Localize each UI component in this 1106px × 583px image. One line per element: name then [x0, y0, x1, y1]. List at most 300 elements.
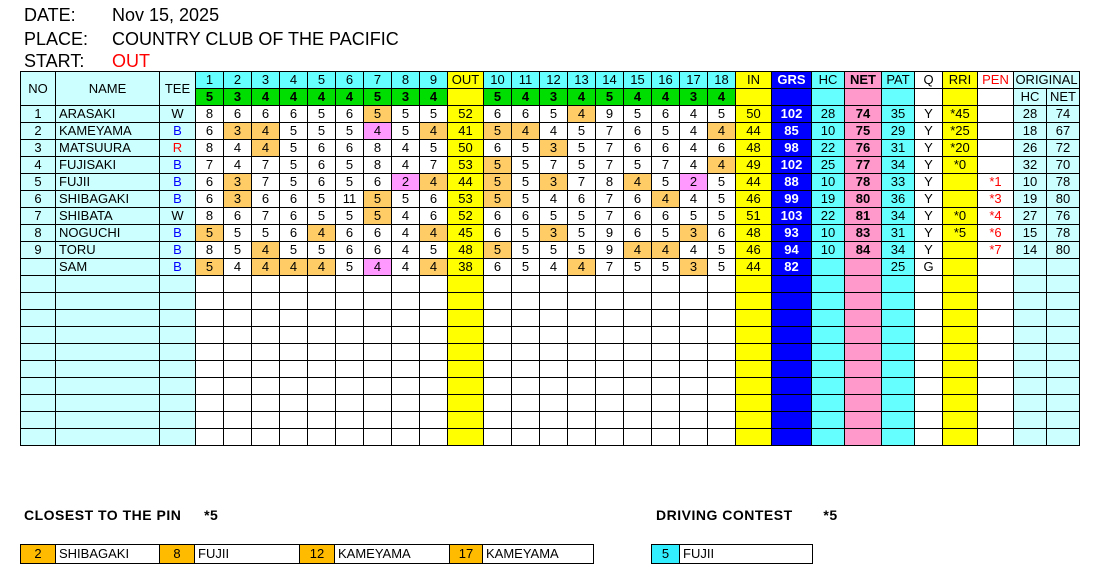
empty-hole	[680, 412, 708, 429]
empty-name	[56, 310, 160, 327]
in-total: 46	[736, 242, 772, 259]
empty-rri	[943, 412, 978, 429]
hole-score: 6	[280, 106, 308, 123]
scorecard-table	[20, 71, 1080, 446]
empty-pen	[978, 395, 1014, 412]
player-tee: W	[160, 208, 196, 225]
hole-score: 4	[252, 242, 280, 259]
empty-hole	[652, 327, 680, 344]
hole-score: 5	[708, 174, 736, 191]
closest-winner: FUJII	[195, 545, 300, 564]
empty-in	[736, 361, 772, 378]
empty-hole	[364, 293, 392, 310]
empty-hole	[540, 395, 568, 412]
hole-score: 7	[252, 208, 280, 225]
hole-score: 7	[652, 157, 680, 174]
empty-hole	[224, 327, 252, 344]
empty-hole	[512, 327, 540, 344]
hole-score: 6	[708, 225, 736, 242]
empty-hole	[252, 310, 280, 327]
out-total: 44	[448, 174, 484, 191]
in-blank	[736, 89, 772, 106]
empty-hole	[708, 276, 736, 293]
empty-hole	[224, 344, 252, 361]
player-name: SHIBATA	[56, 208, 160, 225]
hole-score: 3	[540, 140, 568, 157]
empty-pen	[978, 327, 1014, 344]
empty-hole	[364, 361, 392, 378]
player-no: 3	[21, 140, 56, 157]
col-header-grs: GRS	[772, 72, 812, 89]
empty-tee	[160, 378, 196, 395]
empty-name	[56, 293, 160, 310]
hole-score: 4	[420, 174, 448, 191]
empty-hole	[596, 344, 624, 361]
original-hc: 15	[1014, 225, 1047, 242]
hole-score: 3	[224, 123, 252, 140]
col-header-hole: 16	[652, 72, 680, 89]
hole-score: 6	[484, 106, 512, 123]
hole-score: 5	[308, 242, 336, 259]
hole-score: 5	[540, 106, 568, 123]
empty-rri	[943, 395, 978, 412]
col-header-pat: PAT	[882, 72, 915, 89]
hole-score: 7	[568, 174, 596, 191]
header-row	[21, 72, 1080, 89]
empty-hole	[568, 344, 596, 361]
empty-hole	[280, 293, 308, 310]
hole-score: 3	[540, 174, 568, 191]
hole-score: 4	[680, 157, 708, 174]
empty-hole	[336, 412, 364, 429]
col-header-no: NO	[21, 72, 56, 106]
putts: 33	[882, 174, 915, 191]
empty-hole	[392, 344, 420, 361]
empty-grs	[772, 276, 812, 293]
empty-no	[21, 310, 56, 327]
hole-score: 5	[708, 106, 736, 123]
hole-score: 5	[568, 208, 596, 225]
empty-hole	[540, 344, 568, 361]
empty-out	[448, 412, 484, 429]
empty-orig-net	[1047, 276, 1080, 293]
empty-hc	[812, 429, 845, 446]
empty-hole	[364, 310, 392, 327]
empty-pat	[882, 395, 915, 412]
penalty: *3	[978, 191, 1014, 208]
qualifier: G	[915, 259, 943, 276]
empty-tee	[160, 276, 196, 293]
in-total: 51	[736, 208, 772, 225]
empty-pat	[882, 327, 915, 344]
original-net: 72	[1047, 140, 1080, 157]
empty-hole	[196, 310, 224, 327]
empty-orig-net	[1047, 378, 1080, 395]
empty-out	[448, 276, 484, 293]
empty-tee	[160, 344, 196, 361]
hole-score: 6	[708, 140, 736, 157]
closest-title	[24, 507, 218, 523]
empty-orig-hc	[1014, 293, 1047, 310]
empty-hole	[680, 293, 708, 310]
empty-hole	[512, 412, 540, 429]
hole-score: 4	[392, 157, 420, 174]
empty-net	[845, 378, 882, 395]
empty-in	[736, 395, 772, 412]
empty-hole	[420, 429, 448, 446]
qualifier: Y	[915, 242, 943, 259]
empty-hc	[812, 276, 845, 293]
empty-hole	[252, 378, 280, 395]
empty-rri	[943, 276, 978, 293]
empty-hole	[652, 293, 680, 310]
net-score: 78	[845, 174, 882, 191]
original-net: 67	[1047, 123, 1080, 140]
place-line	[24, 28, 399, 50]
hole-score: 4	[252, 140, 280, 157]
start-value: OUT	[112, 51, 150, 71]
empty-hc	[812, 378, 845, 395]
col-header-hole: 5	[308, 72, 336, 89]
hole-score: 5	[680, 208, 708, 225]
empty-hole	[280, 276, 308, 293]
original-hc: 28	[1014, 106, 1047, 123]
putts: 31	[882, 140, 915, 157]
empty-hole	[280, 395, 308, 412]
empty-hole	[252, 276, 280, 293]
empty-name	[56, 412, 160, 429]
empty-row	[21, 429, 1080, 446]
player-no: 8	[21, 225, 56, 242]
empty-net	[845, 293, 882, 310]
col-header-hole: 6	[336, 72, 364, 89]
empty-hole	[224, 412, 252, 429]
hole-score: 3	[224, 191, 252, 208]
empty-orig-hc	[1014, 344, 1047, 361]
player-tee: W	[160, 106, 196, 123]
hole-score: 6	[512, 208, 540, 225]
empty-row	[21, 378, 1080, 395]
empty-hole	[540, 412, 568, 429]
player-name: FUJII	[56, 174, 160, 191]
driving-mark: *5	[823, 507, 838, 523]
empty-rri	[943, 293, 978, 310]
empty-pat	[882, 429, 915, 446]
hole-score: 4	[624, 174, 652, 191]
net-score: 74	[845, 106, 882, 123]
hole-score: 4	[512, 123, 540, 140]
empty-tee	[160, 310, 196, 327]
hole-score: 7	[596, 157, 624, 174]
hole-score: 5	[196, 259, 224, 276]
empty-hole	[596, 378, 624, 395]
empty-hole	[224, 395, 252, 412]
empty-hole	[308, 327, 336, 344]
player-name: NOGUCHI	[56, 225, 160, 242]
out-total: 52	[448, 208, 484, 225]
col-header-hole: 2	[224, 72, 252, 89]
closest-hole: 12	[300, 545, 335, 564]
gross-score: 85	[772, 123, 812, 140]
empty-hole	[512, 361, 540, 378]
empty-pen	[978, 344, 1014, 361]
hole-score: 5	[512, 157, 540, 174]
empty-orig-net	[1047, 361, 1080, 378]
pat-blank	[882, 89, 915, 106]
empty-hole	[308, 378, 336, 395]
empty-q	[915, 344, 943, 361]
qualifier: Y	[915, 225, 943, 242]
empty-pen	[978, 361, 1014, 378]
hole-score: 4	[224, 259, 252, 276]
penalty	[978, 140, 1014, 157]
empty-hole	[596, 293, 624, 310]
empty-hole	[624, 276, 652, 293]
empty-out	[448, 344, 484, 361]
empty-q	[915, 429, 943, 446]
hole-score: 5	[280, 157, 308, 174]
empty-hole	[568, 276, 596, 293]
hole-score: 9	[596, 225, 624, 242]
penalty	[978, 259, 1014, 276]
empty-pat	[882, 344, 915, 361]
par-cell: 4	[652, 89, 680, 106]
empty-hole	[652, 395, 680, 412]
empty-hole	[624, 327, 652, 344]
rri-value: *20	[943, 140, 978, 157]
empty-rri	[943, 310, 978, 327]
hole-score: 5	[336, 259, 364, 276]
empty-hole	[680, 395, 708, 412]
hole-score: 7	[596, 208, 624, 225]
hole-score: 6	[252, 191, 280, 208]
empty-hole	[596, 412, 624, 429]
rri-value: *0	[943, 157, 978, 174]
par-cell: 4	[420, 89, 448, 106]
empty-hole	[652, 429, 680, 446]
hole-score: 7	[252, 174, 280, 191]
empty-hole	[280, 378, 308, 395]
empty-net	[845, 412, 882, 429]
hole-score: 6	[652, 140, 680, 157]
empty-hc	[812, 293, 845, 310]
hole-score: 7	[196, 157, 224, 174]
hole-score: 4	[364, 259, 392, 276]
hole-score: 8	[364, 157, 392, 174]
player-name: MATSUURA	[56, 140, 160, 157]
player-no: 2	[21, 123, 56, 140]
hole-score: 5	[392, 191, 420, 208]
col-header-name: NAME	[56, 72, 160, 106]
empty-hole	[512, 378, 540, 395]
original-hc: 27	[1014, 208, 1047, 225]
empty-hole	[252, 412, 280, 429]
empty-hole	[364, 276, 392, 293]
empty-hole	[196, 344, 224, 361]
driving-winner: FUJII	[680, 545, 813, 564]
hole-score: 6	[624, 225, 652, 242]
hole-score: 5	[280, 123, 308, 140]
empty-orig-net	[1047, 327, 1080, 344]
empty-hole	[196, 412, 224, 429]
empty-orig-hc	[1014, 310, 1047, 327]
empty-grs	[772, 429, 812, 446]
empty-hole	[336, 276, 364, 293]
col-header-hole: 7	[364, 72, 392, 89]
empty-hole	[252, 395, 280, 412]
hole-score: 5	[364, 106, 392, 123]
empty-hole	[280, 310, 308, 327]
empty-hole	[652, 412, 680, 429]
hole-score: 7	[596, 259, 624, 276]
original-net: 74	[1047, 106, 1080, 123]
par-cell: 4	[624, 89, 652, 106]
empty-hole	[420, 310, 448, 327]
par-cell: 3	[224, 89, 252, 106]
hole-score: 6	[280, 191, 308, 208]
hole-score: 3	[680, 259, 708, 276]
hole-score: 3	[680, 225, 708, 242]
hole-score: 5	[484, 174, 512, 191]
original-hc: 26	[1014, 140, 1047, 157]
col-header-hole: 8	[392, 72, 420, 89]
empty-in	[736, 344, 772, 361]
empty-orig-hc	[1014, 276, 1047, 293]
empty-q	[915, 378, 943, 395]
empty-pat	[882, 276, 915, 293]
empty-hole	[420, 293, 448, 310]
penalty	[978, 157, 1014, 174]
empty-grs	[772, 412, 812, 429]
player-tee: B	[160, 157, 196, 174]
hole-score: 8	[596, 174, 624, 191]
empty-pat	[882, 378, 915, 395]
empty-hole	[708, 344, 736, 361]
empty-orig-net	[1047, 293, 1080, 310]
original-net: 78	[1047, 174, 1080, 191]
empty-in	[736, 412, 772, 429]
hole-score: 6	[336, 242, 364, 259]
par-cell: 4	[568, 89, 596, 106]
in-total: 48	[736, 225, 772, 242]
hole-score: 4	[420, 225, 448, 242]
empty-orig-hc	[1014, 412, 1047, 429]
player-no: 4	[21, 157, 56, 174]
hole-score: 6	[512, 106, 540, 123]
col-header-hole: 17	[680, 72, 708, 89]
net-score: 83	[845, 225, 882, 242]
empty-hole	[224, 378, 252, 395]
hole-score: 6	[364, 242, 392, 259]
empty-no	[21, 412, 56, 429]
net-blank	[845, 89, 882, 106]
col-header-out: OUT	[448, 72, 484, 89]
hole-score: 5	[512, 191, 540, 208]
empty-out	[448, 361, 484, 378]
hole-score: 8	[196, 106, 224, 123]
empty-hole	[196, 327, 224, 344]
empty-row	[21, 293, 1080, 310]
empty-hole	[336, 327, 364, 344]
handicap	[812, 259, 845, 276]
player-row	[21, 174, 1080, 191]
rri-value	[943, 174, 978, 191]
hole-score: 6	[420, 191, 448, 208]
gross-score: 102	[772, 157, 812, 174]
col-header-orig-net: NET	[1047, 89, 1080, 106]
empty-hole	[568, 412, 596, 429]
empty-orig-hc	[1014, 378, 1047, 395]
player-row	[21, 208, 1080, 225]
empty-hole	[484, 276, 512, 293]
empty-hole	[336, 361, 364, 378]
original-hc: 19	[1014, 191, 1047, 208]
hole-score: 5	[652, 259, 680, 276]
hole-score: 5	[484, 191, 512, 208]
col-header-net: NET	[845, 72, 882, 89]
hole-score: 8	[196, 208, 224, 225]
closest-hole: 8	[160, 545, 195, 564]
hole-score: 6	[568, 191, 596, 208]
hole-score: 6	[484, 225, 512, 242]
empty-hole	[680, 344, 708, 361]
empty-pat	[882, 412, 915, 429]
hole-score: 4	[420, 259, 448, 276]
rri-blank	[943, 89, 978, 106]
original-net: 80	[1047, 242, 1080, 259]
empty-hole	[540, 429, 568, 446]
player-tee: B	[160, 225, 196, 242]
player-no: 7	[21, 208, 56, 225]
empty-hole	[224, 310, 252, 327]
hole-score: 4	[392, 242, 420, 259]
empty-hole	[252, 293, 280, 310]
empty-q	[915, 327, 943, 344]
empty-orig-net	[1047, 429, 1080, 446]
hole-score: 5	[652, 225, 680, 242]
hole-score: 5	[568, 242, 596, 259]
empty-hole	[680, 327, 708, 344]
empty-hole	[484, 395, 512, 412]
rri-value: *0	[943, 208, 978, 225]
par-cell: 5	[484, 89, 512, 106]
empty-in	[736, 378, 772, 395]
empty-in	[736, 429, 772, 446]
gross-score: 93	[772, 225, 812, 242]
empty-out	[448, 327, 484, 344]
empty-hole	[484, 344, 512, 361]
col-header-hole: 4	[280, 72, 308, 89]
col-header-tee: TEE	[160, 72, 196, 106]
net-score	[845, 259, 882, 276]
hole-score: 7	[252, 157, 280, 174]
empty-hole	[568, 378, 596, 395]
empty-hole	[624, 412, 652, 429]
empty-pat	[882, 293, 915, 310]
hole-score: 6	[364, 174, 392, 191]
empty-hole	[540, 361, 568, 378]
empty-hole	[420, 412, 448, 429]
player-row	[21, 157, 1080, 174]
empty-hole	[392, 395, 420, 412]
penalty: *4	[978, 208, 1014, 225]
hole-score: 6	[484, 259, 512, 276]
empty-name	[56, 327, 160, 344]
player-tee: B	[160, 242, 196, 259]
grs-blank	[772, 89, 812, 106]
hole-score: 5	[568, 157, 596, 174]
original-hc: 10	[1014, 174, 1047, 191]
